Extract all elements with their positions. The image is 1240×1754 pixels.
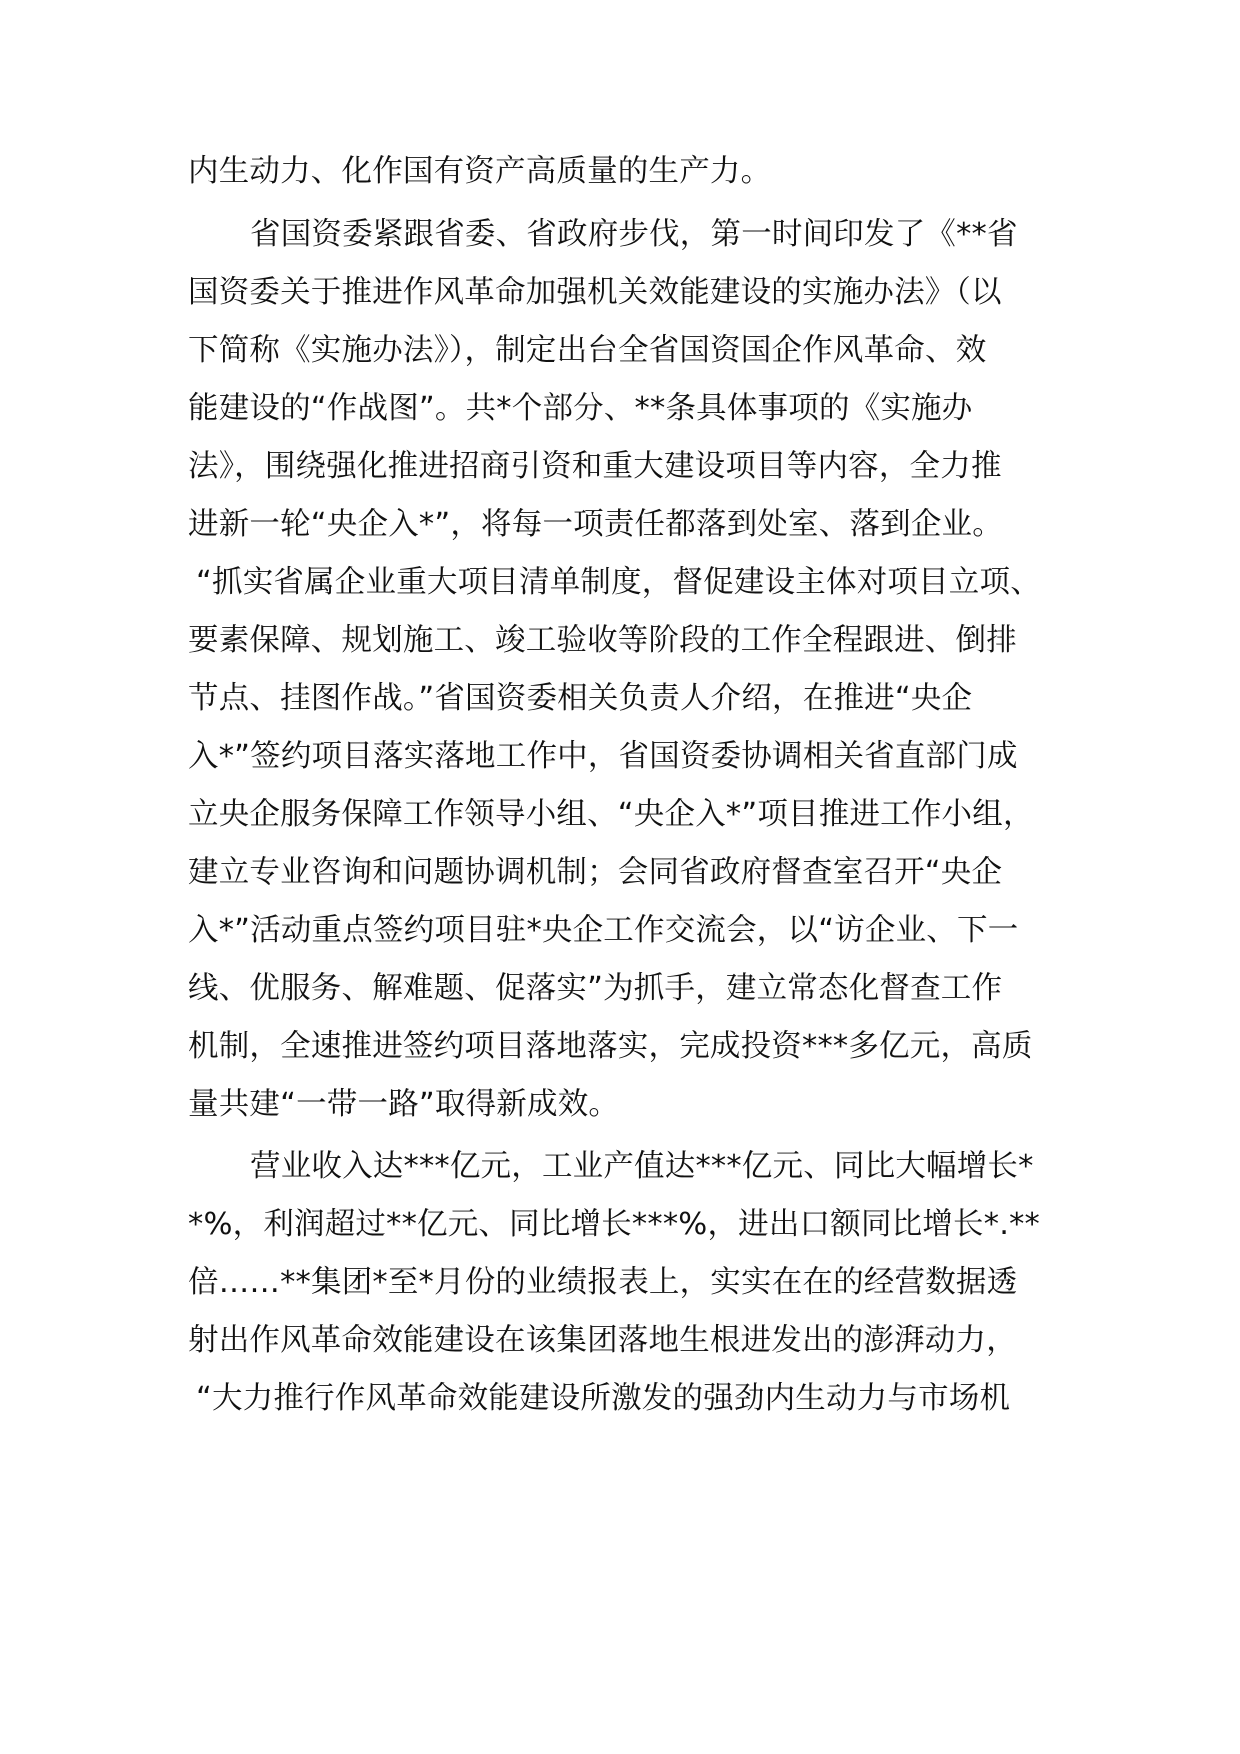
text-line-2: 省国资委紧跟省委、省政府步伐，第一时间印发了《**省 [250,217,1018,252]
text-line-21: 射出作风革命效能建设在该集团落地生根进发出的澎湃动力， [188,1323,1017,1358]
text-line-1: 内生动力、化作国有资产高质量的生产力。 [188,154,772,189]
text-line-7: 进新一轮“央企入*”，将每一项责任都落到处室、落到企业。 [188,507,1003,542]
text-line-20: 倍……**集团*至*月份的业绩报表上，实实在在的经营数据透 [188,1265,1018,1300]
text-line-11: 入*”签约项目落实落地工作中，省国资委协调相关省直部门成 [188,739,1018,774]
text-line-18: 营业收入达***亿元，工业产值达***亿元、同比大幅增长* [250,1149,1034,1184]
text-line-5: 能建设的“作战图”。共*个部分、**条具体事项的《实施办 [188,391,973,426]
text-line-17: 量共建“一带一路”取得新成效。 [188,1087,620,1122]
text-line-22: “大力推行作风革命效能建设所激发的强劲内生动力与市场机 [196,1381,1011,1416]
text-line-8: “抓实省属企业重大项目清单制度，督促建设主体对项目立项、 [196,565,1041,600]
text-line-10: 节点、挂图作战。”省国资委相关负责人介绍，在推进“央企 [188,681,973,716]
text-line-16: 机制，全速推进签约项目落地落实，完成投资***多亿元，高质 [188,1029,1033,1064]
text-line-13: 建立专业咨询和问题协调机制；会同省政府督查室召开“央企 [188,855,1003,890]
text-line-15: 线、优服务、解难题、促落实”为抓手，建立常态化督查工作 [188,971,1003,1006]
text-line-14: 入*”活动重点签约项目驻*央企工作交流会，以“访企业、下一 [188,913,1019,948]
text-line-9: 要素保障、规划施工、竣工验收等阶段的工作全程跟进、倒排 [188,623,1017,658]
text-line-19: *%，利润超过**亿元、同比增长***%，进出口额同比增长*.** [188,1207,1041,1242]
text-line-6: 法》，围绕强化推进招商引资和重大建设项目等内容，全力推 [188,449,1002,484]
text-line-4: 下简称《实施办法》），制定出台全省国资国企作风革命、效 [188,333,987,368]
text-line-3: 国资委关于推进作风革命加强机关效能建设的实施办法》（以 [188,275,1002,310]
text-line-12: 立央企服务保障工作领导小组、“央企入*”项目推进工作小组， [188,797,1034,832]
